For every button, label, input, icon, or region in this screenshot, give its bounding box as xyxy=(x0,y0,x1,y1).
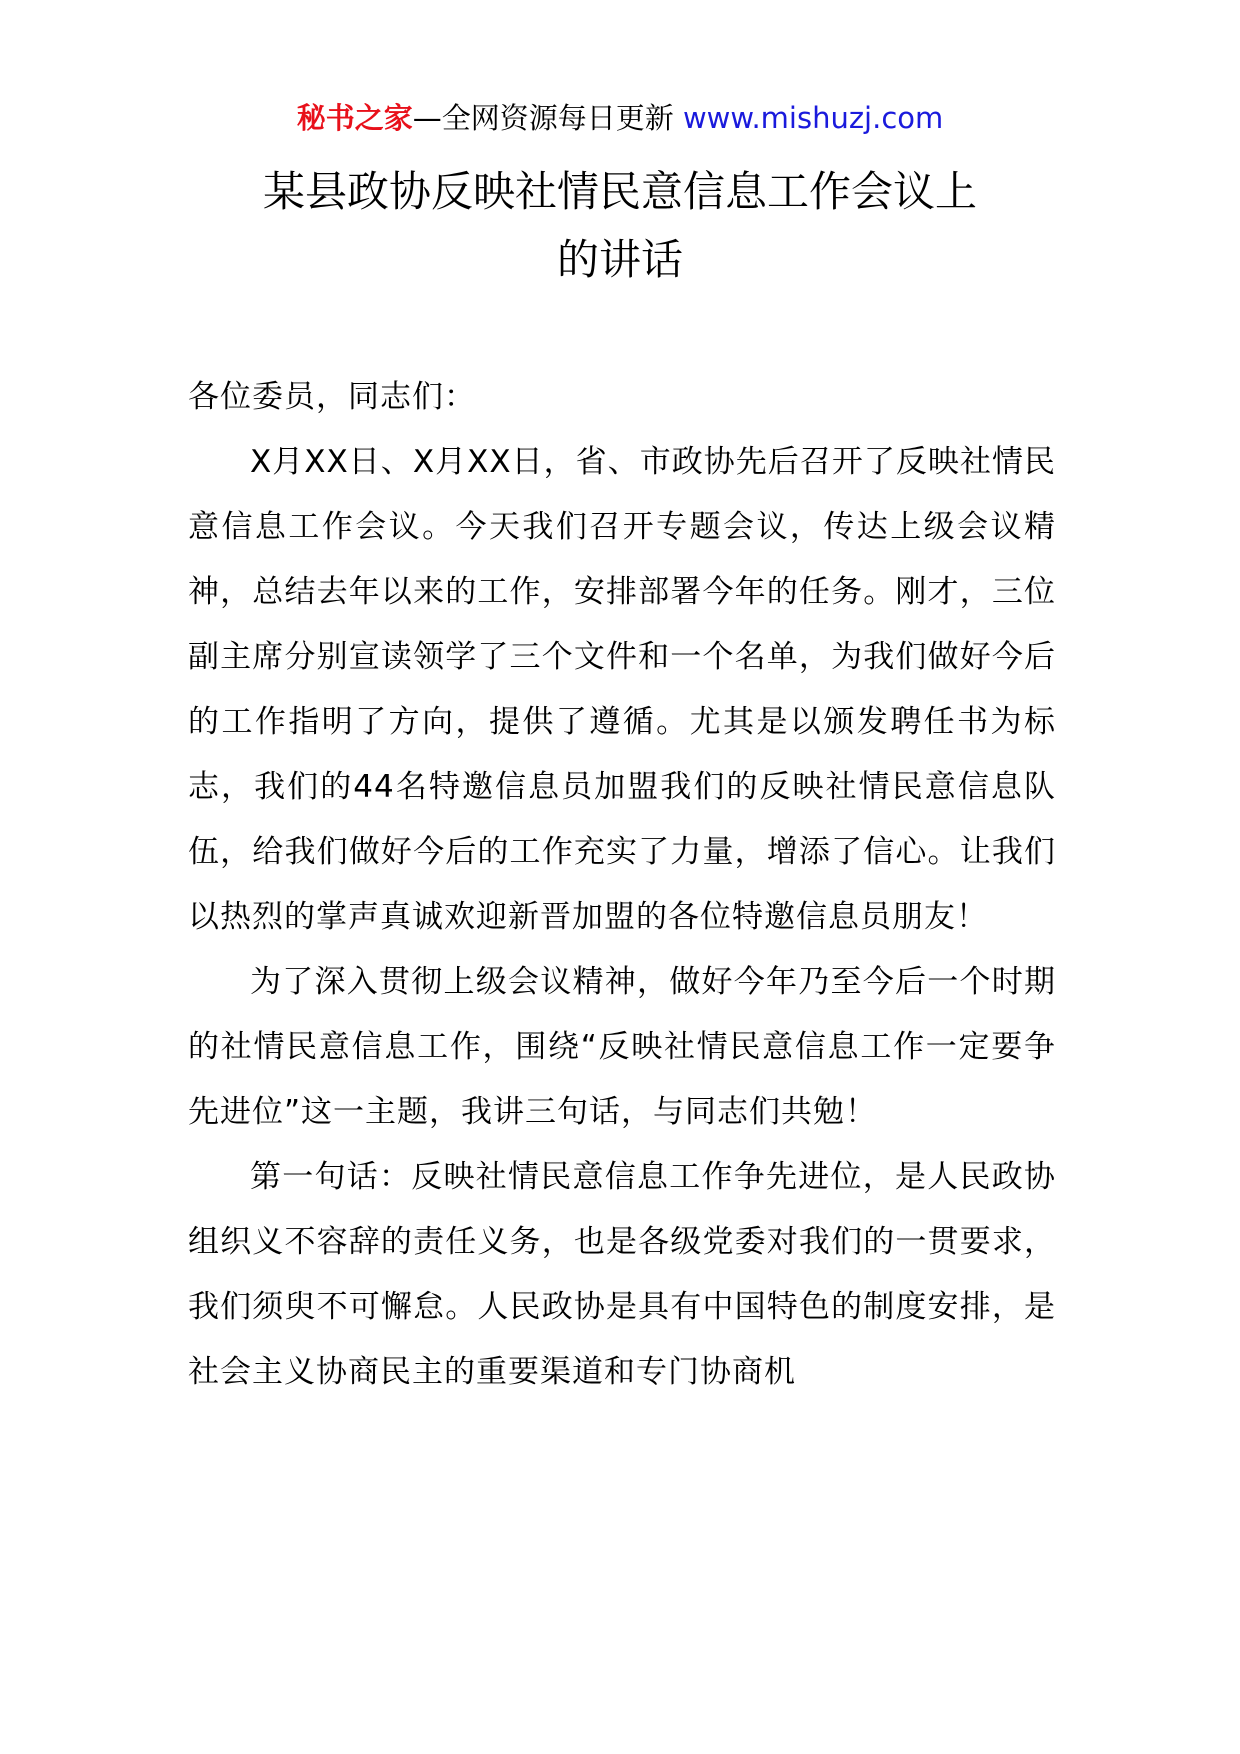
brand-name: 秘书之家 xyxy=(296,101,413,135)
site-url-link[interactable]: www.mishuzj.com xyxy=(682,101,944,135)
paragraph-3: 第一句话：反映社情民意信息工作争先进位，是人民政协组织义不容辞的责任义务，也是各级党委对我们的一贯要求，我们须臾不可懈怠。人民政协是具有中国特色的制度安排，是社会主义协商民主的重要渠道和专门协商机 xyxy=(188,1159,1056,1390)
paragraph-1: X月XX日、X月XX日，省、市政协先后召开了反映社情民意信息工作会议。今天我们召开专题会议，传达上级会议精神，总结去年以来的工作，安排部署今年的任务。刚才，三位副主席分别宣读领学了三个文件和一个名单，为我们做好今后的工作指明了方向，提供了遵循。尤其是以颁发聘任书为标志，我们的44名特邀信息员加盟我们的反映社情民意信息队伍，给我们做好今后的工作充实了力量，增添了信心。让我们以热烈的掌声真诚欢迎新晋加盟的各位特邀信息员朋友！ xyxy=(188,444,1056,935)
document-body xyxy=(188,365,1056,1405)
document-title xyxy=(0,158,1240,294)
site-banner xyxy=(0,98,1240,138)
salutation: 各位委员，同志们： xyxy=(188,379,476,415)
banner-slogan: —全网资源每日更新 xyxy=(412,101,674,135)
title-line-2: 的讲话 xyxy=(556,235,683,284)
paragraph-2: 为了深入贯彻上级会议精神，做好今年乃至今后一个时期的社情民意信息工作，围绕“反映社情民意信息工作一定要争先进位”这一主题，我讲三句话，与同志们共勉！ xyxy=(188,964,1056,1130)
title-line-1: 某县政协反映社情民意信息工作会议上 xyxy=(262,167,977,216)
